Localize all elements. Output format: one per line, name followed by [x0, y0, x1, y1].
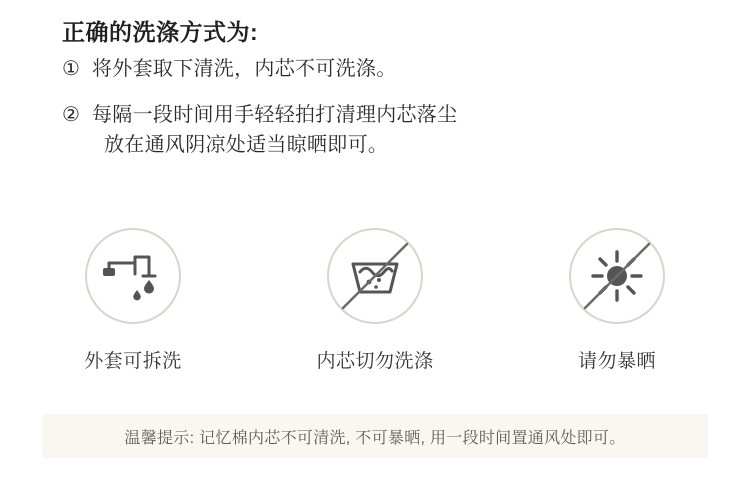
- care-icon-row: [0, 228, 750, 373]
- step-line-2: 放在通风阴凉处适当晾晒即可。: [104, 134, 389, 156]
- care-icon-item: [542, 228, 692, 373]
- wash-basin-no-wash-icon: [327, 228, 423, 324]
- page-title: 正确的洗涤方式为:: [62, 19, 259, 45]
- tip-banner: [42, 414, 708, 458]
- list-item: [62, 100, 702, 160]
- instruction-steps-list: [62, 54, 702, 176]
- list-item: [62, 54, 702, 84]
- step-marker: ①: [62, 58, 80, 80]
- step-line-1: 每隔一段时间用手轻轻拍打清理内芯落尘: [92, 104, 458, 126]
- sun-no-sunlight-icon: [569, 228, 665, 324]
- step-line-1: 将外套取下清洗，内芯不可洗涤。: [92, 58, 397, 80]
- care-icon-caption: 外套可拆洗: [84, 351, 182, 372]
- care-icon-caption: 内芯切勿洗涤: [316, 351, 434, 372]
- care-icon-item: [58, 228, 208, 373]
- step-marker: ②: [62, 104, 80, 126]
- step-text: [92, 100, 457, 160]
- care-icon-item: [300, 228, 450, 373]
- faucet-water-drop-icon: [85, 228, 181, 324]
- step-text: [92, 54, 397, 84]
- tip-text: 温馨提示: 记忆棉内芯不可清洗, 不可暴晒, 用一段时间置通风处即可。: [124, 429, 626, 447]
- care-icon-caption: 请勿暴晒: [577, 351, 656, 372]
